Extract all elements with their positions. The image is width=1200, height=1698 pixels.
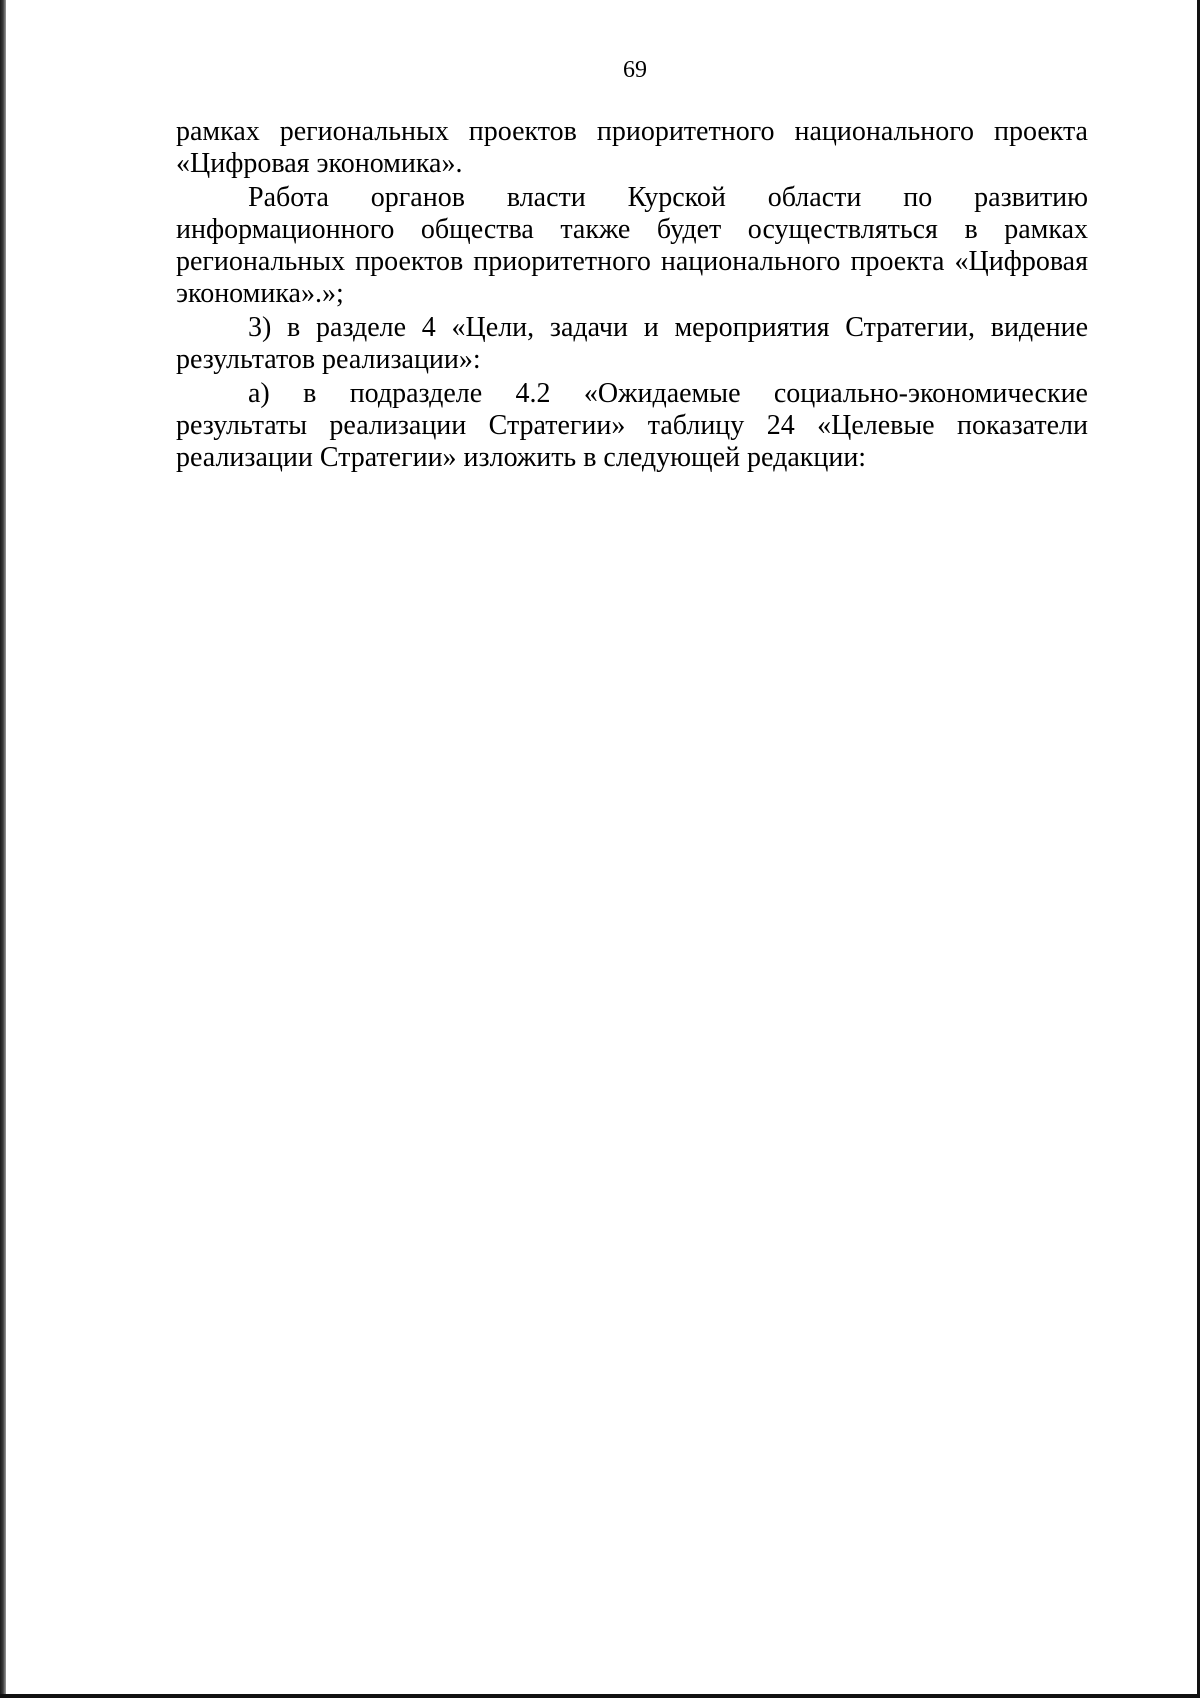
scan-edge-bottom <box>0 1694 1200 1698</box>
scan-edge-left <box>0 0 6 1698</box>
paragraph-item-3: 3) в разделе 4 «Цели, задачи и мероприятия Стратегии, видение результатов реализации»: <box>176 312 1088 375</box>
document-body <box>176 116 1088 474</box>
page-number: 69 <box>623 57 647 83</box>
paragraph-item-a: а) в подразделе 4.2 «Ожидаемые социально-экономические результаты реализации Стратегии» таблицу 24 «Целевые показатели реализации Стратегии» изложить в следующей редакции: <box>176 378 1088 473</box>
paragraph-continuation: рамках региональных проектов приоритетного национального проекта «Цифровая экономика». <box>176 116 1088 179</box>
paragraph-work-of-authorities: Работа органов власти Курской области по развитию информационного общества также будет осуществляться в рамках региональных проектов приоритетного национального проекта «Цифровая экономика».»; <box>176 182 1088 309</box>
